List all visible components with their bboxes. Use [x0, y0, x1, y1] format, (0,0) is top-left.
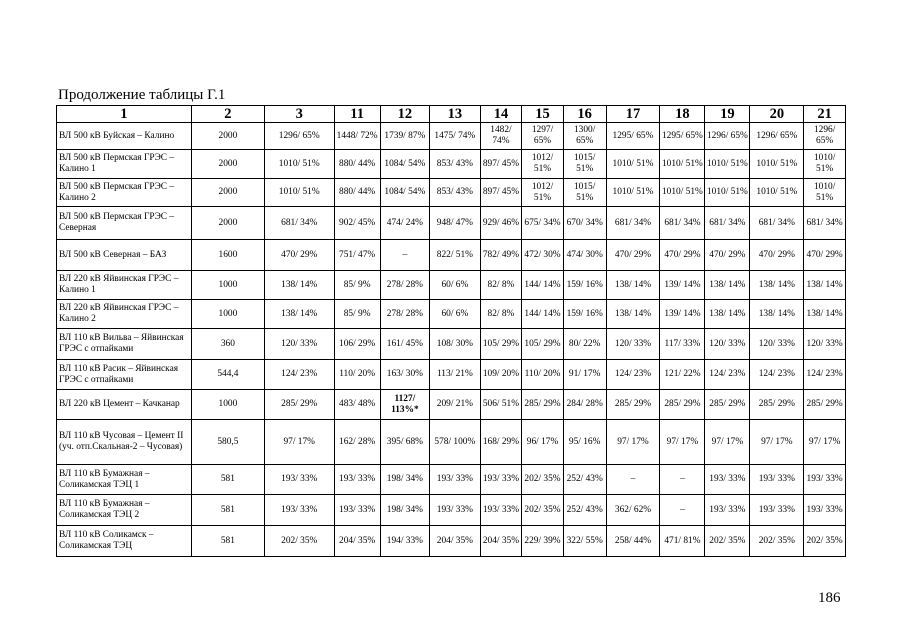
column-header: 17 [606, 106, 660, 123]
value-cell: 1448/ 72% [334, 123, 380, 150]
table-row [57, 329, 846, 360]
value-cell: 1295/ 65% [660, 123, 705, 150]
value-cell: 138/ 14% [606, 271, 660, 300]
value-cell: 929/ 46% [480, 207, 522, 240]
value-cell: 278/ 28% [380, 300, 429, 329]
value-cell: 194/ 33% [380, 526, 429, 557]
value-cell: 581 [191, 526, 264, 557]
value-cell: 80/ 22% [563, 329, 606, 360]
value-cell: 751/ 47% [334, 240, 380, 271]
value-cell: 470/ 29% [750, 240, 804, 271]
value-cell: 1600 [191, 240, 264, 271]
value-cell: 96/ 17% [522, 420, 564, 465]
value-cell: 159/ 16% [563, 300, 606, 329]
value-cell: 1010/ 51% [606, 150, 660, 179]
value-cell: 1010/ 51% [750, 150, 804, 179]
value-cell: 1010/ 51% [660, 150, 705, 179]
value-cell: 202/ 35% [750, 526, 804, 557]
value-cell: 138/ 14% [750, 271, 804, 300]
value-cell: 470/ 29% [606, 240, 660, 271]
value-cell: 1012/ 51% [522, 179, 564, 207]
value-cell: 1084/ 54% [380, 150, 429, 179]
value-cell: 1000 [191, 390, 264, 420]
value-cell: 285/ 29% [660, 390, 705, 420]
value-cell: 681/ 34% [705, 207, 750, 240]
value-cell: 1000 [191, 271, 264, 300]
value-cell: 110/ 20% [522, 360, 564, 390]
value-cell: 193/ 33% [480, 495, 522, 526]
value-cell: 853/ 43% [430, 150, 481, 179]
value-cell: 1010/ 51% [606, 179, 660, 207]
line-name-cell: ВЛ 220 кВ Цемент – Качканар [57, 390, 192, 420]
value-cell: 1012/ 51% [522, 150, 564, 179]
line-name-cell: ВЛ 110 кВ Бумажная – Соликамская ТЭЦ 2 [57, 495, 192, 526]
value-cell: 1084/ 54% [380, 179, 429, 207]
value-cell: 120/ 33% [705, 329, 750, 360]
table-row [57, 360, 846, 390]
value-cell: 1739/ 87% [380, 123, 429, 150]
value-cell: 578/ 100% [430, 420, 481, 465]
value-cell: 124/ 23% [264, 360, 334, 390]
value-cell: 124/ 23% [804, 360, 846, 390]
value-cell: 138/ 14% [804, 300, 846, 329]
line-name-cell: ВЛ 110 кВ Вильва – Яйвинская ГРЭС с отпайками [57, 329, 192, 360]
column-header: 2 [191, 106, 264, 123]
value-cell: 113/ 21% [430, 360, 481, 390]
value-cell: 138/ 14% [705, 271, 750, 300]
value-cell: 681/ 34% [264, 207, 334, 240]
value-cell: 198/ 34% [380, 495, 429, 526]
line-name-cell: ВЛ 110 кВ Соликамск – Соликамская ТЭЦ [57, 526, 192, 557]
value-cell: 395/ 68% [380, 420, 429, 465]
value-cell: 193/ 33% [334, 495, 380, 526]
table-row [57, 179, 846, 207]
page-number: 186 [818, 590, 841, 606]
line-name-cell: ВЛ 500 кВ Пермская ГРЭС – Северная [57, 207, 192, 240]
value-cell: 681/ 34% [660, 207, 705, 240]
value-cell: 1010/ 51% [750, 179, 804, 207]
value-cell: 284/ 28% [563, 390, 606, 420]
value-cell: 138/ 14% [804, 271, 846, 300]
value-cell: 85/ 9% [334, 271, 380, 300]
value-cell: 202/ 35% [705, 526, 750, 557]
value-cell: 1010/ 51% [660, 179, 705, 207]
value-cell: 193/ 33% [480, 465, 522, 495]
value-cell: 948/ 47% [430, 207, 481, 240]
table-row [57, 271, 846, 300]
value-cell: 110/ 20% [334, 360, 380, 390]
column-header: 13 [430, 106, 481, 123]
line-name-cell: ВЛ 500 кВ Пермская ГРЭС – Калино 2 [57, 179, 192, 207]
value-cell: 193/ 33% [430, 495, 481, 526]
value-cell: 193/ 33% [705, 465, 750, 495]
value-cell: 880/ 44% [334, 179, 380, 207]
value-cell: 198/ 34% [380, 465, 429, 495]
value-cell: 193/ 33% [430, 465, 481, 495]
value-cell: 581 [191, 495, 264, 526]
value-cell: 168/ 29% [480, 420, 522, 465]
table-row [57, 495, 846, 526]
value-cell: 60/ 6% [430, 271, 481, 300]
value-cell: 97/ 17% [264, 420, 334, 465]
value-cell: – [660, 465, 705, 495]
table-row [57, 123, 846, 150]
value-cell: 106/ 29% [334, 329, 380, 360]
value-cell: 105/ 29% [480, 329, 522, 360]
value-cell: 121/ 22% [660, 360, 705, 390]
value-cell: 471/ 81% [660, 526, 705, 557]
value-cell: – [380, 240, 429, 271]
table-row [57, 390, 846, 420]
value-cell: 470/ 29% [264, 240, 334, 271]
value-cell: 474/ 24% [380, 207, 429, 240]
value-cell: 60/ 6% [430, 300, 481, 329]
value-cell: – [660, 495, 705, 526]
value-cell: 1010/ 51% [705, 150, 750, 179]
value-cell: 681/ 34% [750, 207, 804, 240]
value-cell: 138/ 14% [750, 300, 804, 329]
column-header: 18 [660, 106, 705, 123]
value-cell: 105/ 29% [522, 329, 564, 360]
value-cell: 1296/ 65% [705, 123, 750, 150]
value-cell: 193/ 33% [334, 465, 380, 495]
value-cell: 1482/ 74% [480, 123, 522, 150]
value-cell: 360 [191, 329, 264, 360]
value-cell: 193/ 33% [804, 495, 846, 526]
value-cell: 544,4 [191, 360, 264, 390]
value-cell: 85/ 9% [334, 300, 380, 329]
value-cell: 362/ 62% [606, 495, 660, 526]
value-cell: 163/ 30% [380, 360, 429, 390]
value-cell: 193/ 33% [264, 465, 334, 495]
table-body [57, 123, 846, 557]
value-cell: 581 [191, 465, 264, 495]
value-cell: 474/ 30% [563, 240, 606, 271]
data-table [56, 105, 846, 557]
value-cell: 285/ 29% [750, 390, 804, 420]
value-cell: 95/ 16% [563, 420, 606, 465]
value-cell: 159/ 16% [563, 271, 606, 300]
value-cell: – [606, 465, 660, 495]
value-cell: 1296/ 65% [804, 123, 846, 150]
value-cell: 97/ 17% [804, 420, 846, 465]
table-row [57, 240, 846, 271]
header-row [57, 106, 846, 123]
value-cell: 1015/ 51% [563, 179, 606, 207]
value-cell: 470/ 29% [804, 240, 846, 271]
value-cell: 193/ 33% [705, 495, 750, 526]
value-cell: 285/ 29% [804, 390, 846, 420]
value-cell: 124/ 23% [705, 360, 750, 390]
table-row [57, 465, 846, 495]
value-cell: 2000 [191, 123, 264, 150]
value-cell: 202/ 35% [804, 526, 846, 557]
table-row [57, 300, 846, 329]
value-cell: 138/ 14% [264, 300, 334, 329]
value-cell: 472/ 30% [522, 240, 564, 271]
line-name-cell: ВЛ 500 кВ Буйская – Калино [57, 123, 192, 150]
value-cell: 193/ 33% [750, 495, 804, 526]
line-name-cell: ВЛ 220 кВ Яйвинская ГРЭС – Калино 1 [57, 271, 192, 300]
column-header: 3 [264, 106, 334, 123]
table-row [57, 526, 846, 557]
value-cell: 1297/ 65% [522, 123, 564, 150]
value-cell: 124/ 23% [750, 360, 804, 390]
column-header: 1 [57, 106, 192, 123]
value-cell: 202/ 35% [522, 495, 564, 526]
value-cell: 897/ 45% [480, 150, 522, 179]
table-row [57, 420, 846, 465]
table-row [57, 150, 846, 179]
column-header: 12 [380, 106, 429, 123]
value-cell: 681/ 34% [606, 207, 660, 240]
value-cell: 1010/ 51% [264, 150, 334, 179]
value-cell: 880/ 44% [334, 150, 380, 179]
value-cell: 97/ 17% [705, 420, 750, 465]
value-cell: 897/ 45% [480, 179, 522, 207]
value-cell: 97/ 17% [606, 420, 660, 465]
value-cell: 82/ 8% [480, 300, 522, 329]
line-name-cell: ВЛ 500 кВ Пермская ГРЭС – Калино 1 [57, 150, 192, 179]
value-cell: 204/ 35% [430, 526, 481, 557]
value-cell: 202/ 35% [264, 526, 334, 557]
value-cell: 120/ 33% [606, 329, 660, 360]
value-cell: 138/ 14% [264, 271, 334, 300]
value-cell: 580,5 [191, 420, 264, 465]
value-cell: 258/ 44% [606, 526, 660, 557]
value-cell: 209/ 21% [430, 390, 481, 420]
value-cell: 902/ 45% [334, 207, 380, 240]
line-name-cell: ВЛ 500 кВ Северная – БАЗ [57, 240, 192, 271]
value-cell: 470/ 29% [705, 240, 750, 271]
column-header: 20 [750, 106, 804, 123]
value-cell: 1010/ 51% [264, 179, 334, 207]
value-cell: 2000 [191, 207, 264, 240]
value-cell: 1295/ 65% [606, 123, 660, 150]
value-cell: 470/ 29% [660, 240, 705, 271]
column-header: 14 [480, 106, 522, 123]
value-cell: 82/ 8% [480, 271, 522, 300]
value-cell: 120/ 33% [264, 329, 334, 360]
value-cell: 1296/ 65% [264, 123, 334, 150]
value-cell: 853/ 43% [430, 179, 481, 207]
value-cell: 1010/ 51% [804, 179, 846, 207]
value-cell: 97/ 17% [750, 420, 804, 465]
value-cell: 1010/ 51% [804, 150, 846, 179]
value-cell: 138/ 14% [705, 300, 750, 329]
line-name-cell: ВЛ 220 кВ Яйвинская ГРЭС – Калино 2 [57, 300, 192, 329]
value-cell: 117/ 33% [660, 329, 705, 360]
value-cell: 1010/ 51% [705, 179, 750, 207]
value-cell: 144/ 14% [522, 300, 564, 329]
value-cell: 322/ 55% [563, 526, 606, 557]
value-cell: 193/ 33% [750, 465, 804, 495]
value-cell: 670/ 34% [563, 207, 606, 240]
value-cell: 144/ 14% [522, 271, 564, 300]
value-cell: 139/ 14% [660, 300, 705, 329]
value-cell: 483/ 48% [334, 390, 380, 420]
table-row [57, 207, 846, 240]
value-cell: 202/ 35% [522, 465, 564, 495]
value-cell: 285/ 29% [522, 390, 564, 420]
value-cell: 822/ 51% [430, 240, 481, 271]
line-name-cell: ВЛ 110 кВ Расик – Яйвинская ГРЭС с отпайками [57, 360, 192, 390]
column-header: 21 [804, 106, 846, 123]
value-cell: 109/ 20% [480, 360, 522, 390]
value-cell: 139/ 14% [660, 271, 705, 300]
value-cell: 1000 [191, 300, 264, 329]
value-cell: 1475/ 74% [430, 123, 481, 150]
value-cell: 91/ 17% [563, 360, 606, 390]
value-cell: 1300/ 65% [563, 123, 606, 150]
value-cell: 1296/ 65% [750, 123, 804, 150]
column-header: 15 [522, 106, 564, 123]
column-header: 16 [563, 106, 606, 123]
value-cell: 120/ 33% [804, 329, 846, 360]
value-cell: 782/ 49% [480, 240, 522, 271]
column-header: 11 [334, 106, 380, 123]
value-cell: 204/ 35% [480, 526, 522, 557]
value-cell: 1127/ 113%* [380, 390, 429, 420]
value-cell: 161/ 45% [380, 329, 429, 360]
value-cell: 252/ 43% [563, 465, 606, 495]
value-cell: 162/ 28% [334, 420, 380, 465]
value-cell: 2000 [191, 150, 264, 179]
value-cell: 138/ 14% [606, 300, 660, 329]
value-cell: 252/ 43% [563, 495, 606, 526]
value-cell: 124/ 23% [606, 360, 660, 390]
line-name-cell: ВЛ 110 кВ Чусовая – Цемент II (уч. отп.Скальная-2 – Чусовая) [57, 420, 192, 465]
value-cell: 278/ 28% [380, 271, 429, 300]
line-name-cell: ВЛ 110 кВ Бумажная – Соликамская ТЭЦ 1 [57, 465, 192, 495]
value-cell: 229/ 39% [522, 526, 564, 557]
value-cell: 193/ 33% [804, 465, 846, 495]
column-header: 19 [705, 106, 750, 123]
value-cell: 1015/ 51% [563, 150, 606, 179]
value-cell: 97/ 17% [660, 420, 705, 465]
value-cell: 675/ 34% [522, 207, 564, 240]
value-cell: 193/ 33% [264, 495, 334, 526]
value-cell: 681/ 34% [804, 207, 846, 240]
value-cell: 2000 [191, 179, 264, 207]
value-cell: 204/ 35% [334, 526, 380, 557]
value-cell: 285/ 29% [705, 390, 750, 420]
value-cell: 108/ 30% [430, 329, 481, 360]
table-caption: Продолжение таблицы Г.1 [58, 87, 226, 103]
value-cell: 285/ 29% [264, 390, 334, 420]
value-cell: 506/ 51% [480, 390, 522, 420]
value-cell: 285/ 29% [606, 390, 660, 420]
value-cell: 120/ 33% [750, 329, 804, 360]
